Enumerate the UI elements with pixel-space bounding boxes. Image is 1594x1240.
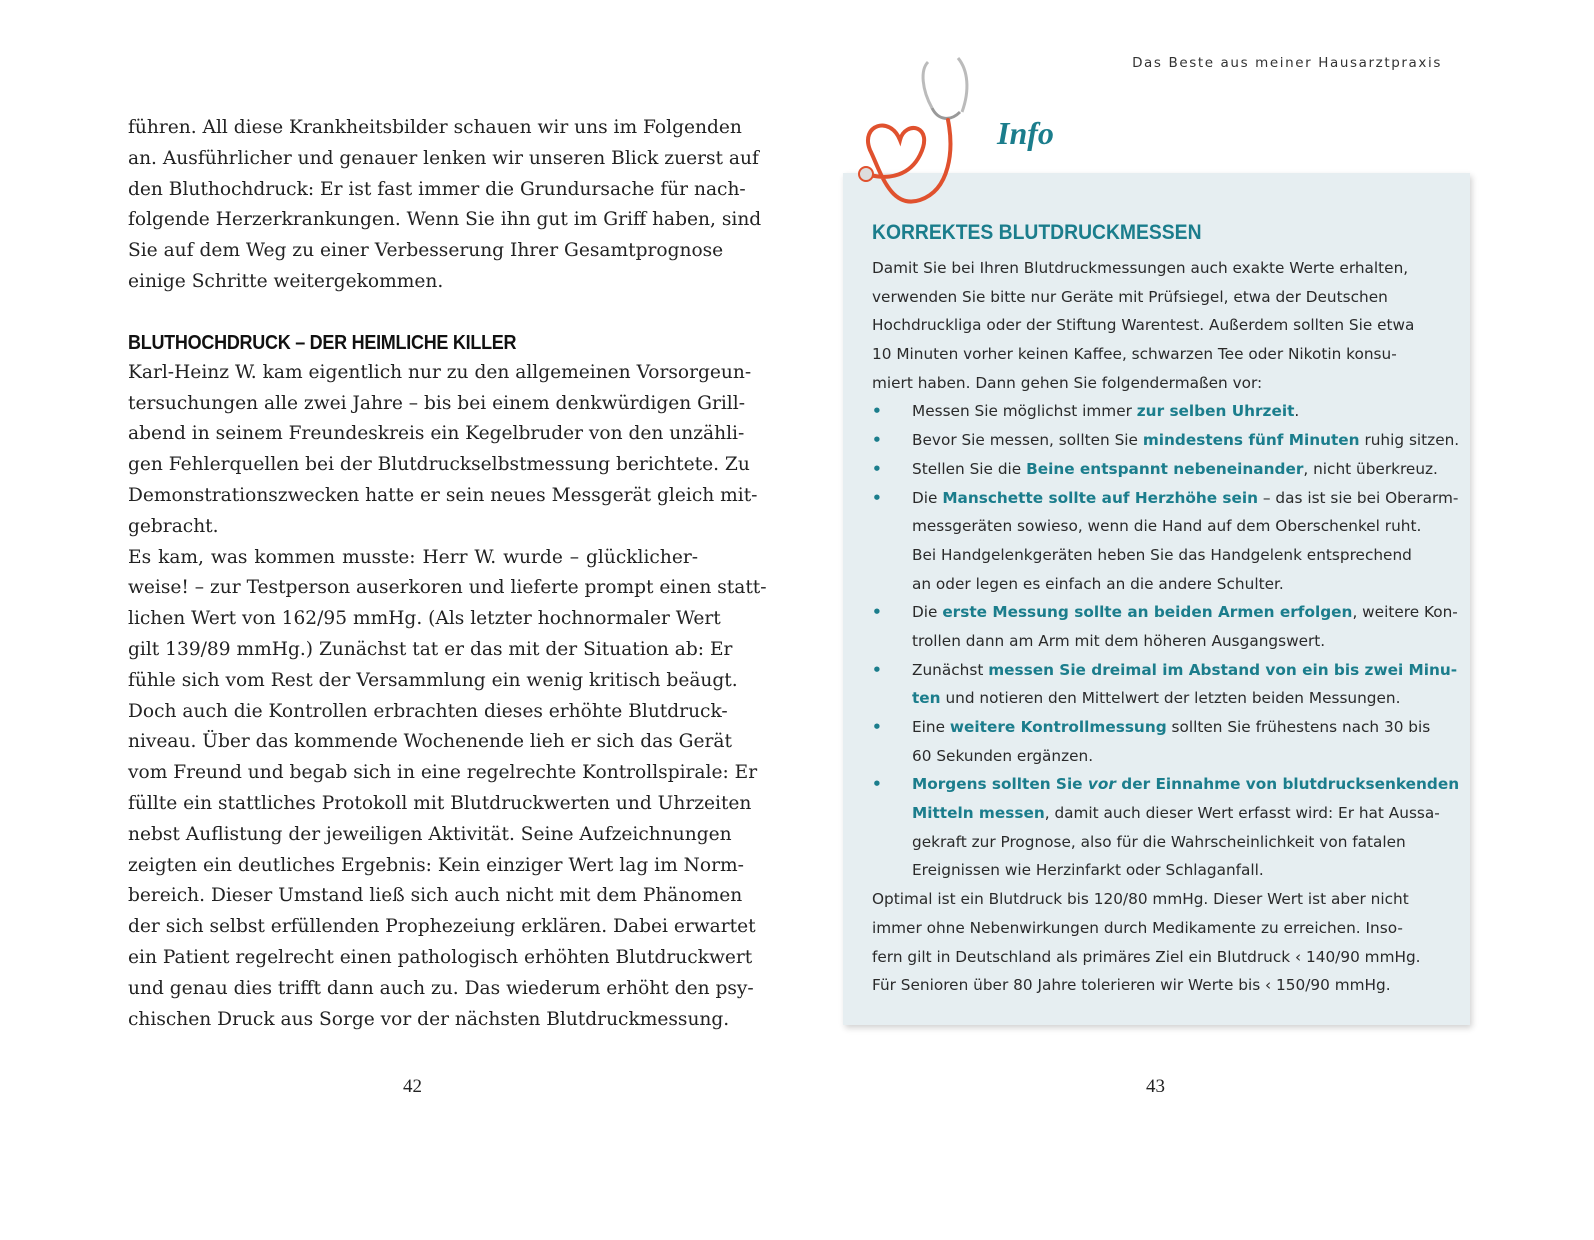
text-line: den Bluthochdruck: Er ist fast immer die Grundursache für nach- <box>128 178 746 200</box>
text-line <box>872 799 1442 828</box>
text-segment: , nicht überkreuz. <box>1303 459 1438 478</box>
text-line <box>872 742 1442 771</box>
text-line <box>872 684 1442 713</box>
text-segment: fern gilt in Deutschland als primäres Ziel ein Blutdruck ‹ 140/90 mmHg. <box>872 947 1421 966</box>
bullet-icon: • <box>872 488 882 507</box>
paragraph-1 <box>128 113 762 298</box>
text-segment: Messen Sie möglichst immer <box>912 402 1137 421</box>
text-line: fühle sich vom Rest der Versammlung ein wenig kritisch beäugt. <box>128 669 738 691</box>
text-line <box>872 914 1442 943</box>
text-line <box>872 770 1460 799</box>
text-line: einige Schritte weitergekommen. <box>128 270 444 292</box>
text-segment: 60 Sekunden ergänzen. <box>912 746 1094 765</box>
text-line: bereich. Dieser Umstand ließ sich auch nicht mit dem Phänomen <box>128 885 743 907</box>
text-line <box>872 455 1442 484</box>
list-item <box>872 713 1442 770</box>
text-segment: 10 Minuten vorher keinen Kaffee, schwarzen Tee oder Nikotin konsu- <box>872 345 1397 364</box>
highlighted-text: messen Sie dreimal im Abstand von ein bis zwei Minu- <box>988 660 1458 679</box>
text-line <box>872 369 1442 398</box>
text-line: Demonstrationszwecken hatte er sein neues Messgerät gleich mit- <box>128 484 758 506</box>
text-line: gebracht. <box>128 515 219 537</box>
text-line: Karl-Heinz W. kam eigentlich nur zu den allgemeinen Vorsorgeun- <box>128 361 752 383</box>
highlighted-text: zur selben Uhrzeit <box>1136 402 1295 421</box>
text-line: gen Fehlerquellen bei der Blutdruckselbstmessung berichtete. Zu <box>128 454 750 476</box>
list-item <box>872 770 1460 885</box>
list-item <box>872 598 1458 655</box>
text-line <box>872 713 1442 742</box>
text-line <box>872 570 1442 599</box>
text-line: gilt 139/89 mmHg.) Zunächst tat er das mit der Situation ab: Er <box>128 638 733 660</box>
text-line <box>872 512 1442 541</box>
page-number-right: 43 <box>1146 1076 1165 1097</box>
text-line: der sich selbst erfüllenden Prophezeiung erklären. Dabei erwartet <box>128 916 756 938</box>
text-line <box>872 541 1442 570</box>
highlighted-text: Mitteln messen <box>912 804 1045 823</box>
text-segment: Für Senioren über 80 Jahre tolerieren wir Werte bis ‹ 150/90 mmHg. <box>872 976 1391 995</box>
running-head: Das Beste aus meiner Hausarztpraxis <box>1132 55 1442 71</box>
text-segment: immer ohne Nebenwirkungen durch Medikamente zu erreichen. Inso- <box>872 918 1403 937</box>
bullet-icon: • <box>872 603 882 622</box>
text-segment: , weitere Kon- <box>1352 603 1458 622</box>
info-title: KORREKTES BLUTDRUCKMESSEN <box>872 221 1202 244</box>
text-segment: miert haben. Dann gehen Sie folgendermaßen vor: <box>872 373 1263 392</box>
text-line: folgende Herzerkrankungen. Wenn Sie ihn gut im Griff haben, sind <box>128 209 762 231</box>
highlighted-text: Manschette sollte auf Herzhöhe sein <box>942 488 1259 507</box>
bullet-icon: • <box>872 402 882 421</box>
text-segment: verwenden Sie bitte nur Geräte mit Prüfsiegel, etwa der Deutschen <box>872 287 1388 306</box>
bullet-icon: • <box>872 431 882 450</box>
text-line <box>872 598 1458 627</box>
text-line <box>872 627 1442 656</box>
text-line: vom Freund und begab sich in eine regelrechte Kontrollspirale: Er <box>128 762 758 784</box>
left-page-text <box>128 113 767 1035</box>
highlighted-text: mindestens fünf Minuten <box>1142 431 1360 450</box>
section-heading: BLUTHOCHDRUCK – DER HEIMLICHE KILLER <box>128 331 517 354</box>
text-line <box>872 484 1459 513</box>
highlighted-text: erste Messung sollte an beiden Armen erfolgen <box>942 603 1353 622</box>
text-line: niveau. Über das kommende Wochenende lieh er sich das Gerät <box>128 731 732 753</box>
list-item <box>872 426 1460 455</box>
bullet-icon: • <box>872 660 882 679</box>
text-segment: . <box>1294 402 1300 421</box>
list-item <box>872 656 1458 713</box>
info-outro <box>872 885 1442 1000</box>
paragraph-2 <box>128 358 758 543</box>
text-segment: gekraft zur Prognose, also für die Wahrscheinlichkeit von fatalen <box>912 832 1406 851</box>
text-segment: Optimal ist ein Blutdruck bis 120/80 mmHg. Dieser Wert ist aber nicht <box>872 890 1409 909</box>
info-label: Info <box>997 115 1054 151</box>
text-line <box>872 340 1442 369</box>
text-line <box>872 856 1442 885</box>
text-segment: an oder legen es einfach an die andere Schulter. <box>912 574 1284 593</box>
bullet-icon: • <box>872 775 882 794</box>
text-segment: Zunächst <box>912 660 989 679</box>
info-bullet-list <box>872 397 1460 885</box>
text-line: Es kam, was kommen musste: Herr W. wurde – glücklicher- <box>128 546 698 568</box>
text-segment: ruhig sitzen. <box>1359 431 1460 450</box>
text-line: Sie auf dem Weg zu einer Verbesserung Ihrer Gesamtprognose <box>128 240 724 262</box>
text-line <box>872 971 1442 1000</box>
text-segment: Bevor Sie messen, sollten Sie <box>912 431 1143 450</box>
list-item <box>872 397 1442 426</box>
text-segment: Bei Handgelenkgeräten heben Sie das Handgelenk entsprechend <box>912 545 1412 564</box>
text-line <box>872 397 1442 426</box>
text-line: Doch auch die Kontrollen erbrachten dieses erhöhte Blutdruck- <box>128 700 728 722</box>
text-line: füllte ein stattliches Protokoll mit Blutdruckwerten und Uhrzeiten <box>128 792 752 814</box>
text-line <box>872 656 1458 685</box>
text-segment: Ereignissen wie Herzinfarkt oder Schlaganfall. <box>912 861 1264 880</box>
text-segment: Die <box>912 488 943 507</box>
text-line: führen. All diese Krankheitsbilder schauen wir uns im Folgenden <box>128 117 742 138</box>
highlighted-text: vor <box>1087 775 1116 794</box>
bullet-icon: • <box>872 459 882 478</box>
text-line <box>872 311 1442 340</box>
text-segment: Die <box>912 603 943 622</box>
text-line <box>872 254 1442 283</box>
text-line <box>872 426 1460 455</box>
text-segment: Damit Sie bei Ihren Blutdruckmessungen auch exakte Werte erhalten, <box>872 259 1409 277</box>
text-segment: messgeräten sowieso, wenn die Hand auf dem Oberschenkel ruht. <box>912 517 1422 536</box>
paragraph-3 <box>128 543 767 1036</box>
highlighted-text: Beine entspannt nebeneinander <box>1026 459 1304 478</box>
list-item <box>872 455 1442 484</box>
text-line: abend in seinem Freundeskreis ein Kegelbruder von den unzähli- <box>128 423 745 445</box>
highlighted-text: Morgens sollten Sie <box>912 775 1088 794</box>
stethoscope-heart-icon <box>850 50 990 210</box>
text-segment: Stellen Sie die <box>912 459 1027 478</box>
text-line <box>872 283 1442 312</box>
text-line: ein Patient regelrecht einen pathologisch erhöhten Blutdruckwert <box>128 946 753 968</box>
info-box-content <box>872 216 1460 1000</box>
text-line: tersuchungen alle zwei Jahre – bis bei einem denkwürdigen Grill- <box>128 392 745 414</box>
text-line: weise! – zur Testperson auserkoren und lieferte prompt einen statt- <box>128 577 767 599</box>
text-line: an. Ausführlicher und genauer lenken wir unseren Blick zuerst auf <box>128 147 759 169</box>
text-segment: sollten Sie frühestens nach 30 bis <box>1166 718 1431 736</box>
text-line: nebst Auflistung der jeweiligen Aktivität. Seine Aufzeichnungen <box>128 823 732 845</box>
list-item <box>872 484 1459 599</box>
text-segment: Eine <box>912 718 950 736</box>
text-line <box>872 828 1442 857</box>
bullet-icon: • <box>872 718 882 736</box>
text-line: und genau dies trifft dann auch zu. Das wiederum erhöht den psy- <box>128 977 754 999</box>
highlighted-text: weitere Kontrollmessung <box>949 718 1167 736</box>
text-segment: und notieren den Mittelwert der letzten beiden Messungen. <box>940 689 1401 708</box>
text-segment: trollen dann am Arm mit dem höheren Ausgangswert. <box>912 631 1326 650</box>
text-segment: – das ist sie bei Oberarm- <box>1258 488 1459 507</box>
text-line <box>872 885 1442 914</box>
text-line <box>872 943 1442 972</box>
highlighted-text: ten <box>912 689 941 708</box>
text-segment: Hochdruckliga oder der Stiftung Warentest. Außerdem sollten Sie etwa <box>872 316 1415 335</box>
text-line: chischen Druck aus Sorge vor der nächsten Blutdruckmessung. <box>128 1008 730 1030</box>
page-number-left: 42 <box>403 1076 422 1097</box>
highlighted-text: der Einnahme von blutdrucksenkenden <box>1115 775 1460 794</box>
text-line: lichen Wert von 162/95 mmHg. (Als letzter hochnormaler Wert <box>128 608 721 630</box>
info-intro <box>872 254 1442 397</box>
text-segment: , damit auch dieser Wert erfasst wird: Er hat Aussa- <box>1044 804 1440 823</box>
text-line: zeigten ein deutliches Ergebnis: Kein einziger Wert lag im Norm- <box>128 854 744 876</box>
